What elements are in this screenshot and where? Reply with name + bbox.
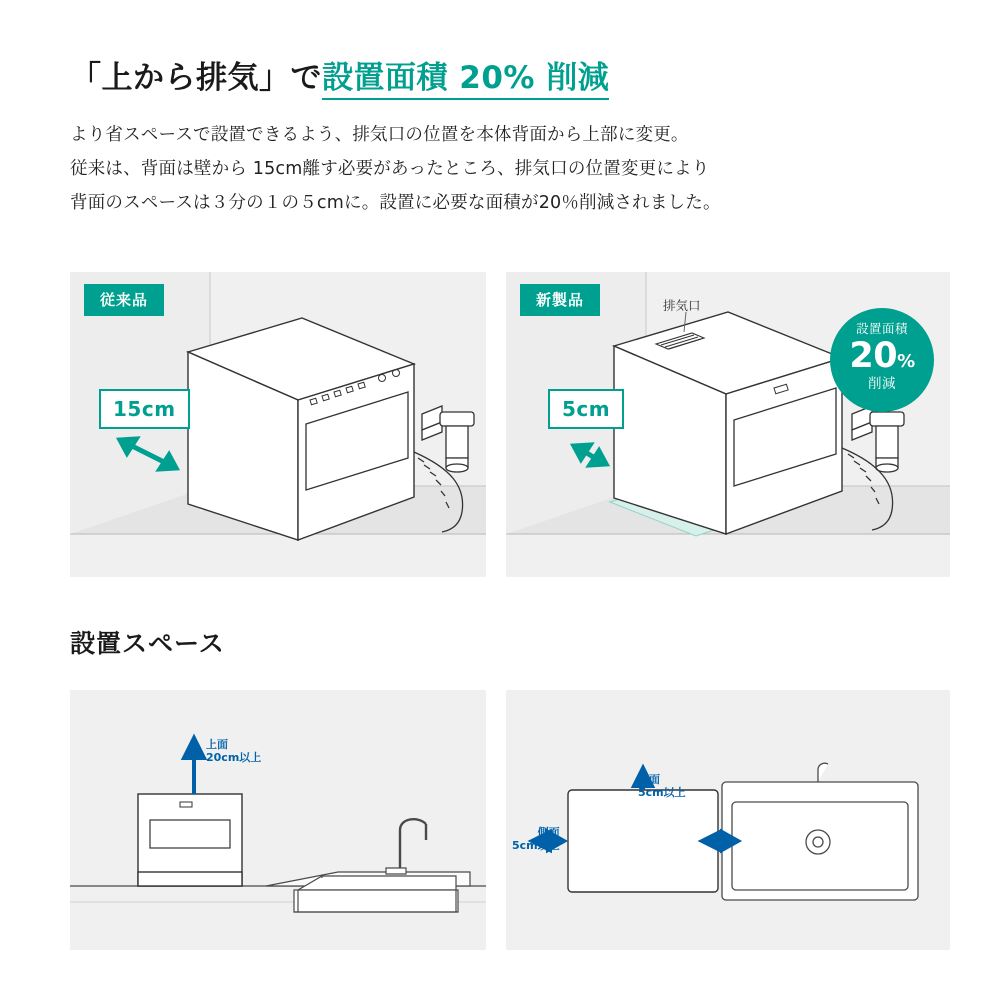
reduction-badge-bottom: 削減 [868, 375, 896, 392]
panel-tag-new: 新製品 [520, 284, 600, 316]
back-clearance-name: 後面 [638, 773, 660, 786]
indicator-new [180, 802, 192, 807]
dishwasher-footprint [568, 790, 718, 892]
panel-tag-old: 従来品 [84, 284, 164, 316]
reduction-value: 20 [849, 335, 898, 376]
reduction-badge [830, 308, 934, 412]
lead-paragraph [70, 118, 950, 220]
lead-line-2: 従来は、背面は壁から 15cm離す必要があったところ、排気口の位置変更により [70, 159, 710, 179]
space-panel-side-view [70, 690, 486, 950]
top-clearance-value: 20cm以上 [206, 751, 262, 764]
lead-line-3: 背面のスペースは３分の１の５cmに。設置に必要な面積が20％削減されました。 [70, 193, 721, 213]
top-clearance-arrow [184, 738, 204, 794]
distance-badge-new: 5cm [548, 389, 624, 429]
side-clearance-label [512, 826, 560, 852]
section-title: 設置スペース [70, 629, 225, 658]
sink-faucet [400, 819, 426, 872]
faucet-base [386, 868, 406, 874]
faucet-old [422, 406, 474, 472]
sink [266, 872, 470, 912]
lead-line-1: より省スペースで設置できるよう、排気口の位置を本体背面から上部に変更。 [70, 125, 689, 145]
top-clearance-name: 上面 [206, 738, 228, 751]
reduction-badge-value [830, 335, 934, 376]
reduction-badge-top: 設置面積 [855, 321, 908, 336]
sink-footprint [722, 763, 918, 900]
back-clearance-label [638, 773, 686, 799]
page-title-accent: 設置面積 20% 削減 [322, 60, 609, 100]
faucet-new [852, 406, 904, 472]
space-panel-top-view [506, 690, 950, 950]
side-clearance-name: 側面 [537, 826, 560, 839]
page-title-plain: 「上から排気」で [70, 60, 322, 96]
reduction-unit: % [897, 350, 915, 372]
side-clearance-value: 5cm以上 [512, 839, 560, 852]
comparison-panel-new [506, 272, 950, 577]
door-window-front [150, 820, 230, 848]
top-clearance-label [206, 738, 261, 764]
top-view-illustration [506, 690, 950, 950]
distance-badge-old: 15cm [99, 389, 190, 429]
page-title [70, 52, 609, 97]
comparison-panel-old [70, 272, 486, 577]
exhaust-port-label: 排気口 [663, 298, 701, 313]
side-view-illustration [70, 690, 486, 950]
back-clearance-value: 5cm以上 [638, 786, 686, 799]
